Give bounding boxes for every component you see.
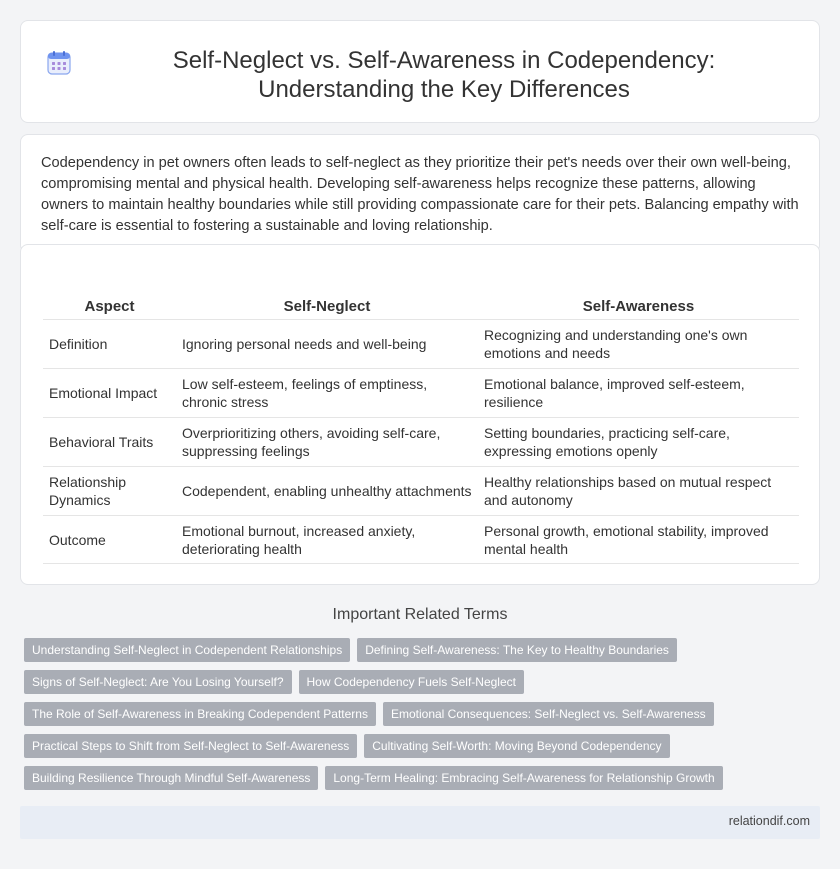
related-term-link[interactable]: The Role of Self-Awareness in Breaking Codependent Patterns xyxy=(24,702,376,726)
table-cell-self-awareness: Personal growth, emotional stability, improved mental health xyxy=(478,515,799,564)
comparison-table-card xyxy=(20,244,820,585)
header-card xyxy=(20,20,820,123)
table-row xyxy=(43,466,799,515)
table-cell-self-neglect: Codependent, enabling unhealthy attachments xyxy=(176,466,478,515)
related-term-link[interactable]: Signs of Self-Neglect: Are You Losing Yourself? xyxy=(24,670,292,694)
related-term-link[interactable]: Cultivating Self-Worth: Moving Beyond Codependency xyxy=(364,734,669,758)
table-cell-aspect: Definition xyxy=(43,319,176,368)
related-term-link[interactable]: Understanding Self-Neglect in Codependent Relationships xyxy=(24,638,350,662)
table-cell-self-neglect: Ignoring personal needs and well-being xyxy=(176,319,478,368)
site-link[interactable]: relationdif.com xyxy=(728,814,810,828)
table-row xyxy=(43,319,799,368)
table-cell-aspect: Behavioral Traits xyxy=(43,417,176,466)
page-title: Self-Neglect vs. Self-Awareness in Codependency: Understanding the Key Differences xyxy=(172,47,716,103)
table-cell-self-neglect: Emotional burnout, increased anxiety, deteriorating health xyxy=(176,515,478,564)
table-cell-aspect: Outcome xyxy=(43,515,176,564)
column-header: Aspect xyxy=(84,298,135,315)
column-header: Self-Neglect xyxy=(283,298,371,315)
related-term-link[interactable]: Defining Self-Awareness: The Key to Healthy Boundaries xyxy=(357,638,677,662)
related-term-link[interactable]: Emotional Consequences: Self-Neglect vs. Self-Awareness xyxy=(383,702,714,726)
table-cell-self-awareness: Recognizing and understanding one's own emotions and needs xyxy=(478,319,799,368)
related-term-link[interactable]: Long-Term Healing: Embracing Self-Awareness for Relationship Growth xyxy=(325,766,722,790)
related-term-link[interactable]: Building Resilience Through Mindful Self-Awareness xyxy=(24,766,318,790)
comparison-table xyxy=(43,295,799,564)
table-row xyxy=(43,368,799,417)
related-terms-heading: Important Related Terms xyxy=(332,606,508,623)
column-header: Self-Awareness xyxy=(582,298,695,315)
table-cell-aspect: Relationship Dynamics xyxy=(43,466,176,515)
table-header-row xyxy=(43,295,799,319)
table-cell-self-neglect: Low self-esteem, feelings of emptiness, chronic stress xyxy=(176,368,478,417)
related-term-link[interactable]: How Codependency Fuels Self-Neglect xyxy=(299,670,524,694)
table-row xyxy=(43,417,799,466)
related-terms-list xyxy=(24,638,824,798)
table-cell-aspect: Emotional Impact xyxy=(43,368,176,417)
related-term-link[interactable]: Practical Steps to Shift from Self-Neglect to Self-Awareness xyxy=(24,734,357,758)
calendar-icon xyxy=(46,50,72,76)
table-cell-self-awareness: Emotional balance, improved self-esteem, resilience xyxy=(478,368,799,417)
intro-text: Codependency in pet owners often leads to self-neglect as they prioritize their pet's needs over their own well-being, compromising mental and physical health. Developing self-awareness helps recognize these patterns, allowing owners to maintain healthy boundaries while still providing compassionate care for their pets. Balancing empathy with self-care is essential to fostering a sustainable and loving relationship. xyxy=(41,155,799,234)
table-cell-self-neglect: Overprioritizing others, avoiding self-care, suppressing feelings xyxy=(176,417,478,466)
table-cell-self-awareness: Setting boundaries, practicing self-care, expressing emotions openly xyxy=(478,417,799,466)
intro-card xyxy=(20,134,820,253)
table-row xyxy=(43,515,799,564)
table-cell-self-awareness: Healthy relationships based on mutual respect and autonomy xyxy=(478,466,799,515)
footer xyxy=(20,806,820,839)
